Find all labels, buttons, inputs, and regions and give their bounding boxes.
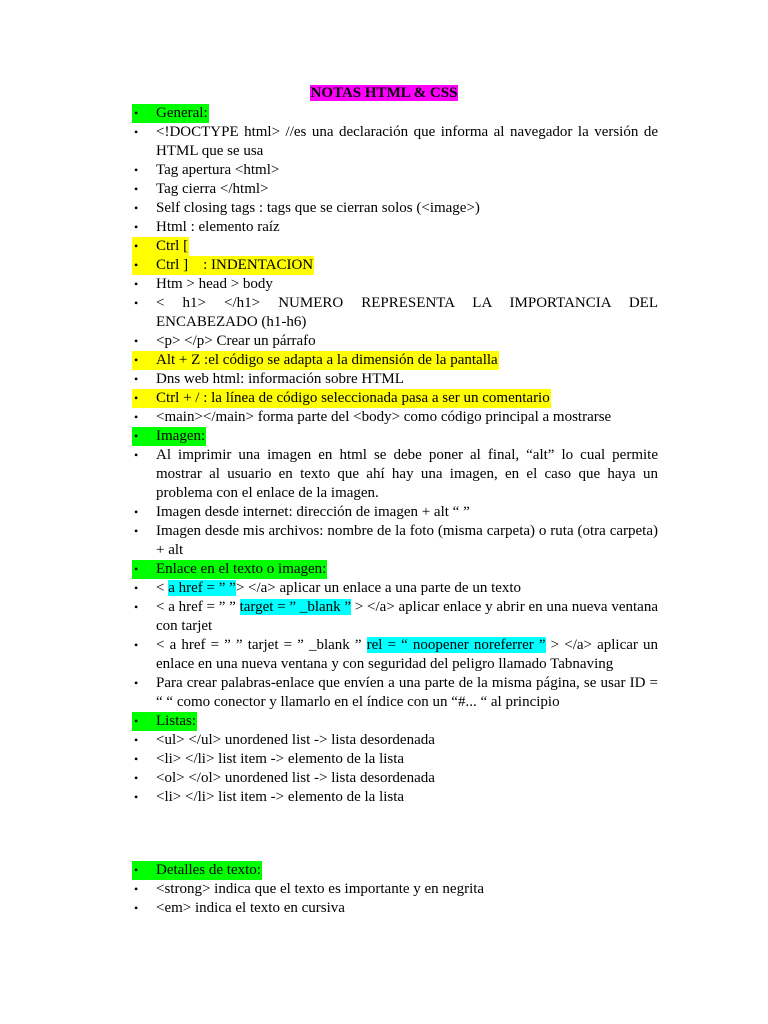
bullet-icon: • (134, 448, 139, 462)
item-text: > </a> aplicar un enlace en una nueva ventana y con seguridad del peligro llamado Tabnaving (156, 637, 659, 672)
bullet-icon: • (134, 771, 139, 785)
list-item (134, 522, 662, 560)
item-text: Detalles de texto: (156, 862, 261, 878)
bullet-icon: • (134, 733, 139, 747)
item-text: Para crear palabras-enlace que envíen a una parte de la misma página, se usar ID = “ “ como conector y llamarlo en el índice con un “#... “ al principio (156, 675, 662, 710)
bullet-icon: • (134, 391, 139, 405)
list-item (134, 389, 658, 408)
bullet-icon: • (134, 863, 139, 877)
bullet-icon: • (134, 220, 139, 234)
item-text: <ol> </ol> unordened list -> lista desordenada (156, 770, 435, 786)
item-text: Self closing tags : tags que se cierran solos (<image>) (156, 200, 480, 216)
list-item (134, 332, 658, 351)
bullet-icon: • (134, 182, 139, 196)
section-heading (134, 861, 658, 880)
item-text: Alt + Z :el código se adapta a la dimensión de la pantalla (156, 352, 498, 368)
bullet-icon: • (134, 277, 139, 291)
bullet-icon: • (134, 524, 139, 538)
item-text: <strong> indica que el texto es importante y en negrita (156, 881, 485, 897)
bullet-icon: • (134, 882, 139, 896)
item-text: Tag apertura <html> (156, 162, 280, 178)
list-item (134, 294, 662, 332)
bullet-icon: • (134, 752, 139, 766)
list-item (134, 446, 662, 503)
bullet-icon: • (134, 334, 139, 348)
bullet-icon: • (134, 600, 139, 614)
list-item (134, 579, 658, 598)
list-item (134, 598, 658, 636)
item-text: Ctrl ] : INDENTACION (156, 257, 314, 273)
item-text: Listas: (156, 713, 196, 729)
item-text: > </a> aplicar enlace y abrir en una nueva ventana con tarjet (156, 599, 658, 634)
list-item (134, 256, 658, 275)
list-item (134, 218, 658, 237)
highlighted-code: rel = “ noopener noreferrer ” (366, 637, 546, 653)
bullet-icon: • (134, 562, 139, 576)
section-heading (134, 560, 658, 579)
bullet-icon: • (134, 505, 139, 519)
title-text: NOTAS HTML & CSS (310, 85, 458, 101)
item-text: General: (156, 105, 208, 121)
document-title (0, 84, 768, 102)
highlighted-code: target = ” _blank ” (239, 599, 352, 615)
bullet-icon: • (134, 125, 139, 139)
list-item (134, 199, 658, 218)
item-text: Tag cierra </html> (156, 181, 269, 197)
bullet-icon: • (134, 676, 139, 690)
item-text: <!DOCTYPE html> //es una declaración que informa al navegador la versión de HTML que se usa (156, 124, 662, 159)
list-item (134, 408, 658, 427)
bullet-icon: • (134, 163, 139, 177)
bullet-icon: • (134, 296, 139, 310)
bullet-icon: • (134, 258, 139, 272)
item-text: <li> </li> list item -> elemento de la lista (156, 751, 405, 767)
item-text: > </a> aplicar un enlace a una parte de un texto (235, 580, 522, 596)
list-item (134, 880, 658, 899)
bullet-icon: • (134, 106, 139, 120)
item-text: Dns web html: información sobre HTML (156, 371, 404, 387)
list-item (134, 788, 658, 807)
item-text: < a href = ” ” tarjet = ” _blank ” (156, 637, 367, 653)
list-item (134, 899, 658, 918)
item-text: Imagen: (156, 428, 206, 444)
list-item (134, 180, 658, 199)
section-heading (134, 712, 658, 731)
list-item (134, 370, 658, 389)
bullet-icon: • (134, 638, 139, 652)
highlighted-code: a href = ” ” (168, 580, 236, 596)
bullet-icon: • (134, 353, 139, 367)
item-text: <ul> </ul> unordened list -> lista desordenada (156, 732, 435, 748)
list-item (134, 503, 658, 522)
item-text: Imagen desde mis archivos: nombre de la foto (misma carpeta) o ruta (otra carpeta) + alt (156, 523, 662, 558)
bullet-icon: • (134, 581, 139, 595)
bullet-icon: • (134, 372, 139, 386)
section-heading (134, 427, 658, 446)
list-item (134, 750, 658, 769)
list-item (134, 351, 658, 370)
item-text: <li> </li> list item -> elemento de la lista (156, 789, 405, 805)
section-heading (134, 104, 658, 123)
bullet-icon: • (134, 714, 139, 728)
bullet-icon: • (134, 429, 139, 443)
item-text: Enlace en el texto o imagen: (156, 561, 327, 577)
list-item (134, 275, 658, 294)
list-item (134, 636, 659, 674)
list-item (134, 161, 658, 180)
item-text: < h1> </h1> NUMERO REPRESENTA LA IMPORTANCIA DEL ENCABEZADO (h1-h6) (156, 295, 662, 330)
item-text: <main></main> forma parte del <body> como código principal a mostrarse (156, 409, 612, 425)
bullet-icon: • (134, 239, 139, 253)
item-text: Htm > head > body (156, 276, 273, 292)
list-item (134, 769, 658, 788)
item-text: Imagen desde internet: dirección de imagen + alt “ ” (156, 504, 470, 520)
item-text: Al imprimir una imagen en html se debe poner al final, “alt” lo cual permite mostrar al usuario en texto que ahí hay una imagen, en el caso que haya un problema con el enlace de la imagen. (156, 447, 662, 501)
bullet-icon: • (134, 790, 139, 804)
list-item (134, 237, 658, 256)
bullet-icon: • (134, 410, 139, 424)
list-item (134, 123, 662, 161)
bullet-icon: • (134, 201, 139, 215)
item-text: < (156, 580, 169, 596)
item-text: Ctrl + / : la línea de código seleccionada pasa a ser un comentario (156, 390, 550, 406)
list-item (134, 731, 658, 750)
item-text: <p> </p> Crear un párrafo (156, 333, 316, 349)
list-item (134, 674, 662, 712)
bullet-icon: • (134, 901, 139, 915)
item-text: Html : elemento raíz (156, 219, 280, 235)
item-text: <em> indica el texto en cursiva (156, 900, 345, 916)
item-text: Ctrl [ (156, 238, 189, 254)
item-text: < a href = ” ” (156, 599, 240, 615)
